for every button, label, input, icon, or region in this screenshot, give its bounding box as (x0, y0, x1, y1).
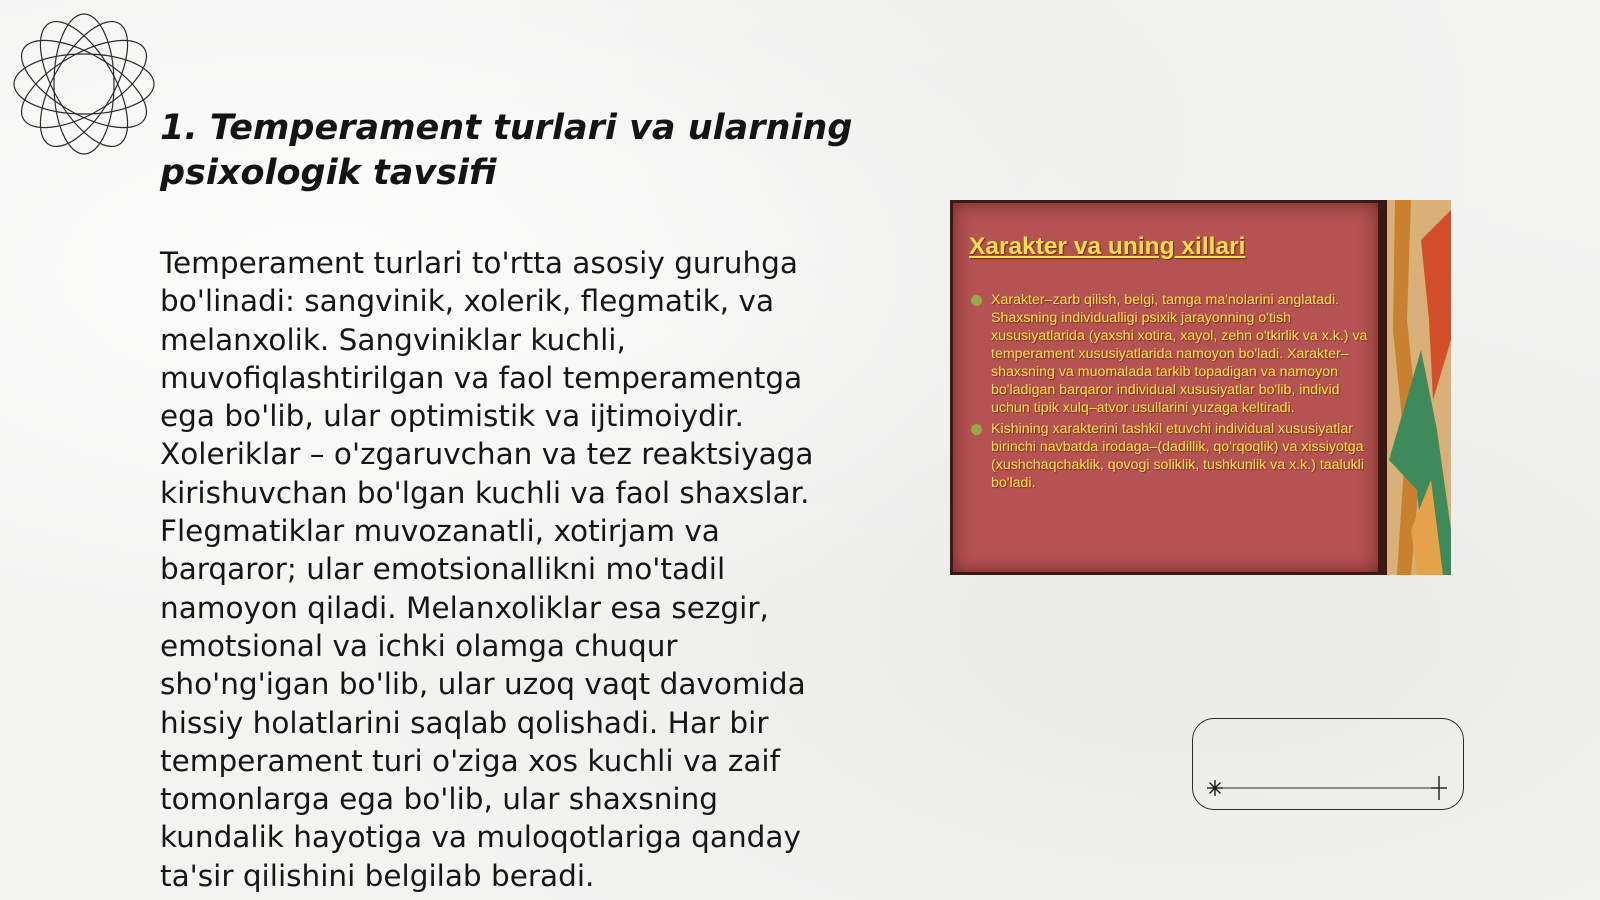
embedded-slide-bullet-text: Kishining xarakterini tashkil etuvchi individual xususiyatlar birinchi navbatda irodaga–(dadillik, qo'rqoqlik) va xissiyotga (xushchaqchaklik, qovogi soliklik, tushkunlik va x.k.) taalukli bo'ladi. (991, 421, 1364, 491)
bullet-dot-icon (971, 295, 982, 306)
bullet-dot-icon (971, 424, 982, 435)
decorative-art-strip (1381, 200, 1451, 575)
sparkle-icon (1207, 780, 1223, 796)
embedded-slide-bullet (969, 420, 1369, 492)
embedded-slide-bullets (969, 291, 1369, 495)
embedded-slide-title: Xarakter va uning xillari (969, 233, 1246, 260)
frame-line-art (1193, 719, 1465, 811)
embedded-slide-bullet-text: Xarakter–zarb qilish, belgi, tamga ma'nolarini anglatadi. Shaxsning individualligi psixik jarayonning o'tish xususiyatlarida (yaxshi xotira, xayol, zehn o'tkirlik va x.k.) va temperament xususiyatlarida namoyon bo'ladi. Xarakter–shaxsning va muomalada tarkib topadigan va namoyon bo'ladigan barqaror individual xususiyatlar bo'lib, individ uchun tipik xulq–atvor usullarini yuzaga keltiradi. (991, 292, 1368, 416)
embedded-slide-image (950, 200, 1451, 575)
embedded-slide-bullet (969, 291, 1369, 417)
slide-body-text: Temperament turlari to'rtta asosiy guruhga bo'linadi: sangvinik, xolerik, flegmatik, va melanxolik. Sangviniklar kuchli, muvofiqlashtirilgan va faol temperamentga ega bo'lib, ular optimistik va ijtimoiydir. Xoleriklar – o'zgaruvchan va tez reaktsiyaga kirishuvchan bo'lgan kuchli va faol shaxslar. Flegmatiklar muvozanatli, xotirjam va barqaror; ular emotsionallikni mo'tadil namoyon qiladi. Melanxoliklar esa sezgir, emotsional va ichki olamga chuqur sho'ng'igan bo'lib, ular uzoq vaqt davomida hissiy holatlarini saqlab qolishadi. Har bir temperament turi o'ziga xos kuchli va zaif tomonlarga ega bo'lib, ular shaxsning kundalik hayotiga va muloqotlariga qanday ta'sir qilishini belgilab beradi. (160, 246, 814, 893)
crosshair-icon (1431, 776, 1447, 800)
embedded-slide-panel (950, 200, 1381, 575)
orbit-rings-icon (10, 10, 158, 158)
slide-title: 1. Temperament turlari va ularning psixologik tavsifi (160, 108, 853, 193)
decorative-frame (1192, 718, 1464, 810)
